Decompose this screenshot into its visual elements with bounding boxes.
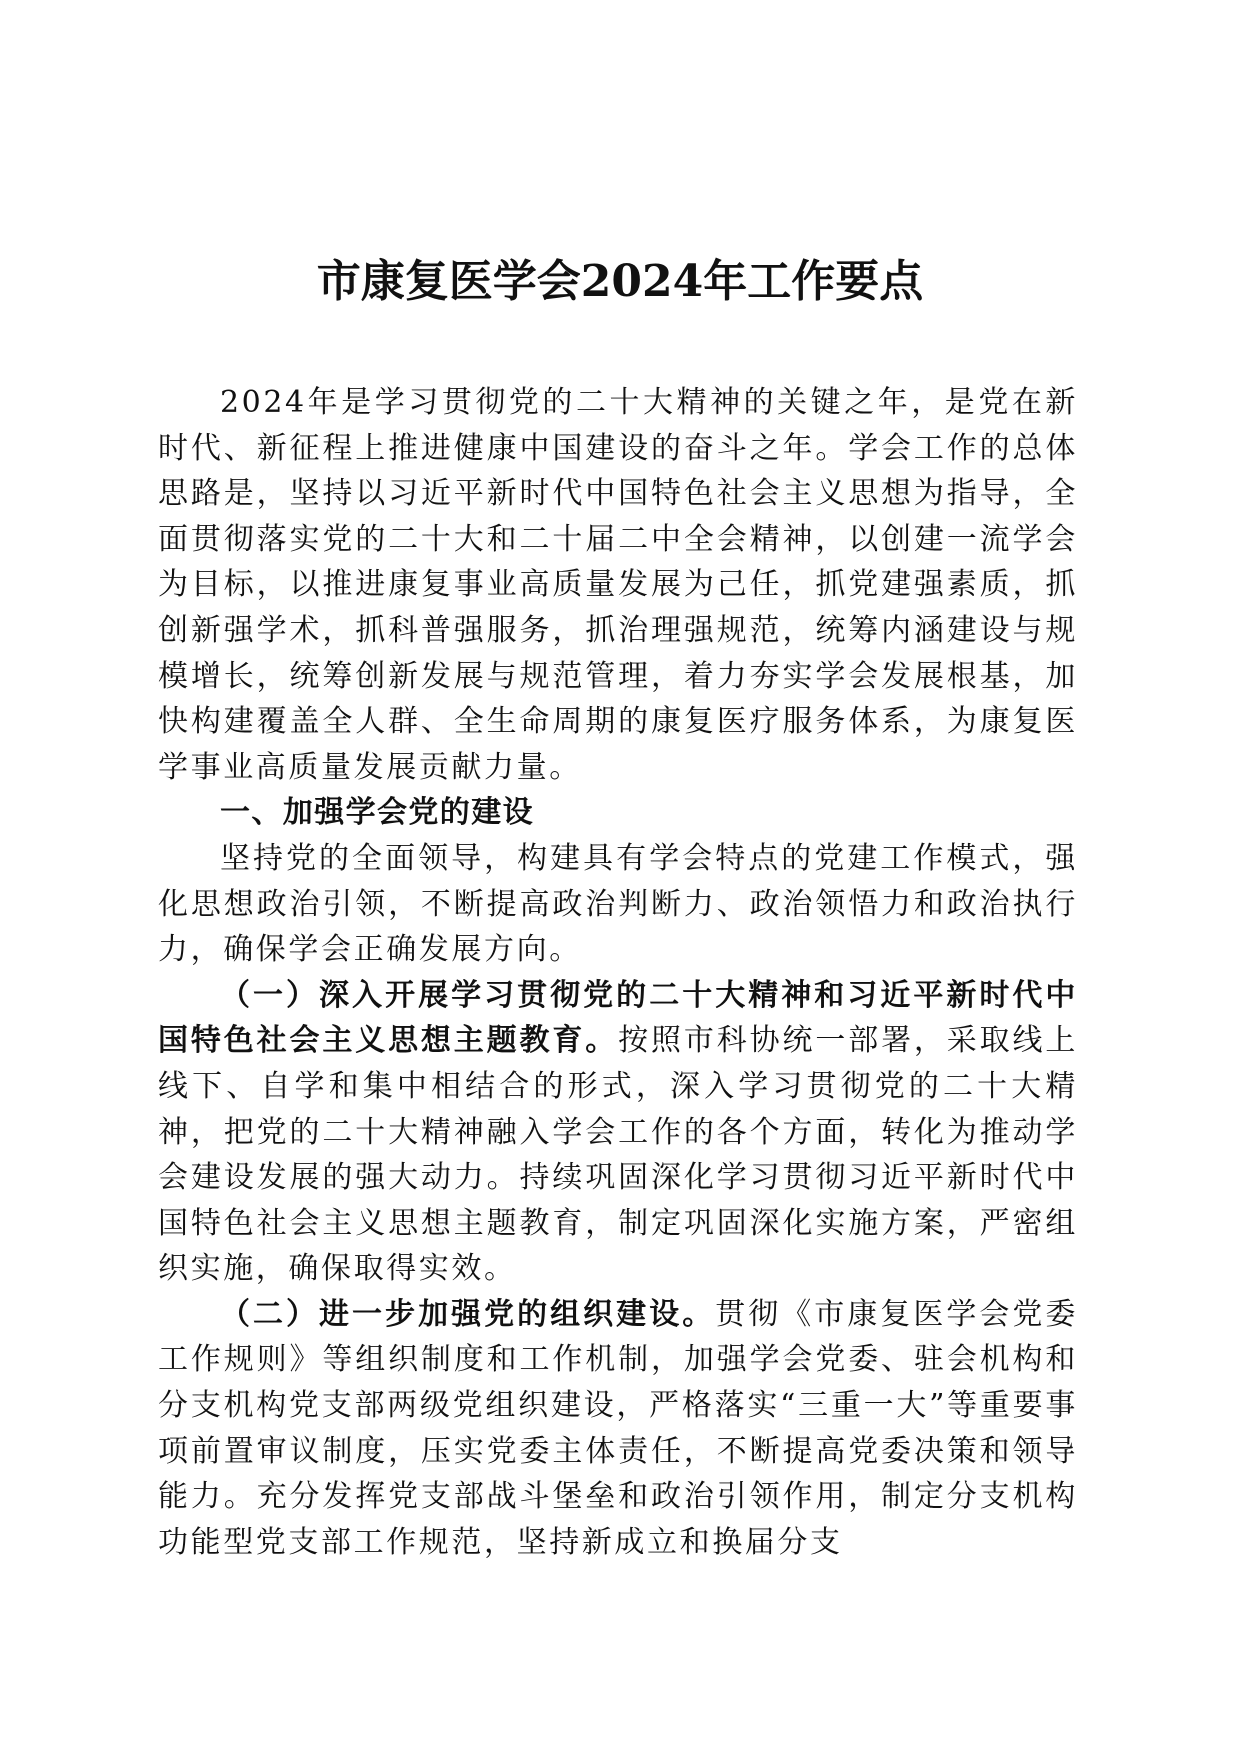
item-heading-organization: （二）进一步加强党的组织建设。 [220, 1296, 716, 1332]
document-title: 市康复医学会2024年工作要点 [316, 256, 924, 307]
section-heading-party-building: 一、加强学会党的建设 [220, 795, 534, 831]
item-text-organization: 贯彻《市康复医学会党委工作规则》等组织制度和工作机制，加强学会党委、驻会机构和分支机构党支部两级党组织建设，严格落实“三重一大”等重要事项前置审议制度，压实党委主体责任，不断提高党委决策和领导能力。充分发挥党支部战斗堡垒和政治引领作用，制定分支机构功能型党支部工作规范，坚持新成立和换届分支 [158, 1296, 1078, 1560]
item-heading-study: （一）深入开展学习贯彻党的二十大精神和习近平新时代中国特色社会主义思想主题教育。 [158, 977, 1078, 1059]
section-intro-paragraph: 坚持党的全面领导，构建具有学会特点的党建工作模式，强化思想政治引领，不断提高政治判断力、政治领悟力和政治执行力，确保学会正确发展方向。 [158, 840, 1078, 968]
document-body [158, 380, 1078, 1565]
intro-paragraph: 2024年是学习贯彻党的二十大精神的关键之年，是党在新时代、新征程上推进健康中国建设的奋斗之年。学会工作的总体思路是，坚持以习近平新时代中国特色社会主义思想为指导，全面贯彻落实党的二十大和二十届二中全会精神，以创建一流学会为目标，以推进康复事业高质量发展为己任，抓党建强素质，抓创新强学术，抓科普强服务，抓治理强规范，统筹内涵建设与规模增长，统筹创新发展与规范管理，着力夯实学会发展根基，加快构建覆盖全人群、全生命周期的康复医疗服务体系，为康复医学事业高质量发展贡献力量。 [158, 385, 1078, 785]
item-paragraph-organization [158, 1292, 1078, 1566]
item-paragraph-study [158, 973, 1078, 1292]
item-text-study: 按照市科协统一部署，采取线上线下、自学和集中相结合的形式，深入学习贯彻党的二十大精神，把党的二十大精神融入学会工作的各个方面，转化为推动学会建设发展的强大动力。持续巩固深化学习贯彻习近平新时代中国特色社会主义思想主题教育，制定巩固深化实施方案，严密组织实施，确保取得实效。 [158, 1023, 1079, 1287]
